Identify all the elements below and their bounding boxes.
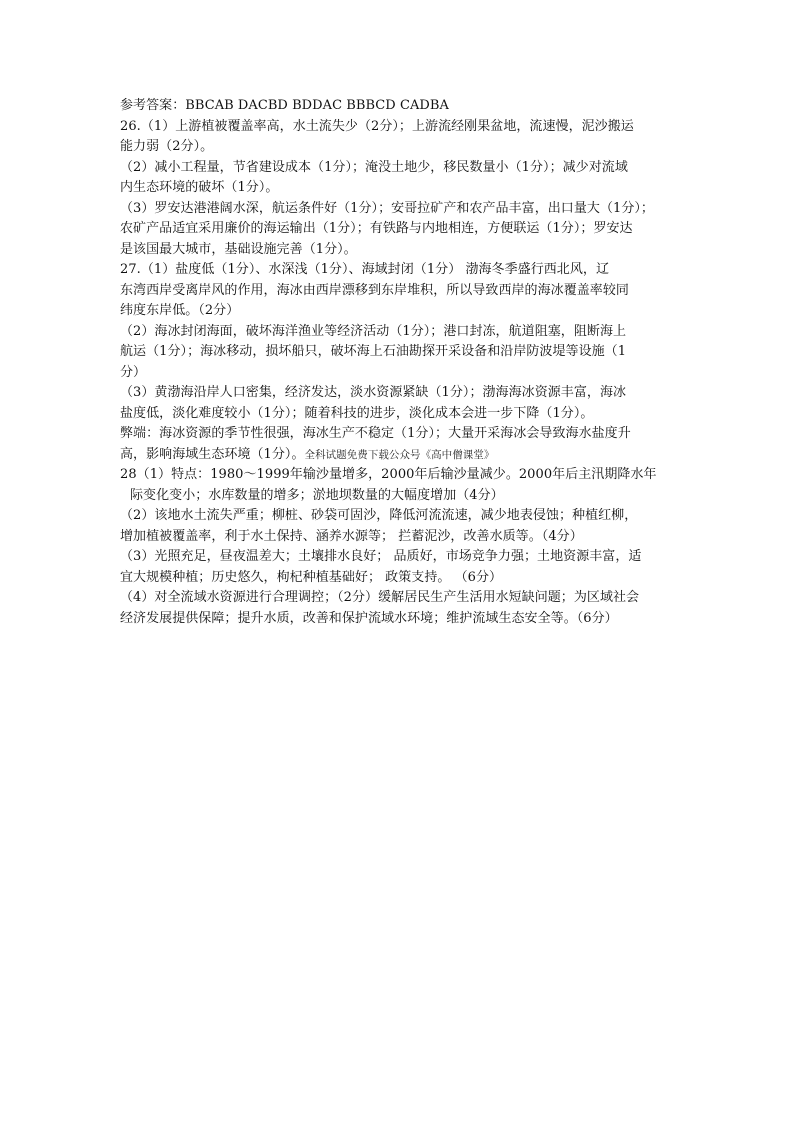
q28-part3-line: 宜大规模种植；历史悠久，枸杞种植基础好； 政策支持。 （6分） (120, 569, 503, 585)
q28-part4-line: （4）对全流域水资源进行合理调控；（2分）缓解居民生产生活用水短缺问题；为区域社会 (120, 590, 640, 605)
q26-part3-line: 是该国最大城市，基础设施完善（1分）。 (120, 241, 357, 257)
q26-part3-line: 农矿产品适宜采用廉价的海运输出（1分）；有铁路与内地相连，方便联运（1分）；罗安达 (120, 221, 633, 236)
q27-part3-line: 盐度低，淡化难度较小（1分）；随着科技的进步，淡化成本会进一步下降（1分）。 (120, 405, 594, 421)
q28-part2-line: 增加植被覆盖率，利于水土保持、涵养水源等； 拦蓄泥沙，改善水质等。（4分） (120, 528, 583, 544)
q27-part2-line: 分） (120, 364, 147, 380)
q26-part1-line: 26.（1）上游植被覆盖率高，水土流失少（2分）；上游流经刚果盆地，流速慢，泥沙搬运 (120, 118, 634, 134)
download-note: 全科试题免费下载公众号《高中僧课堂》 (304, 448, 495, 461)
q27-part1-line: 27.（1）盐度低（1分）、水深浅（1分）、海域封闭（1分） 渤海冬季盛行西北风，辽 (120, 262, 609, 277)
q28-part2-line: （2）该地水土流失严重；柳桩、砂袋可固沙，降低河流流速，减少地表侵蚀；种植红柳， (120, 508, 638, 523)
q26-part2-line: 内生态环境的破坏（1分）。 (120, 180, 279, 195)
q28-part1-line: 际变化变小；水库数量的增多；淤地坝数量的大幅度增加（4分） (130, 487, 504, 503)
q27-part2-line: 航运（1分）；海冰移动，损坏船只，破坏海上石油勘探开采设备和沿岸防波堤等设施（1 (120, 344, 627, 359)
q26-part3-line: （3）罗安达港港阔水深，航运条件好（1分）；安哥拉矿产和农产品丰富，出口量大（1分）； (120, 200, 654, 216)
q27-part1-line: 纬度东岸低。（2分） (120, 303, 240, 318)
q27-part2-line: （2）海冰封闭海面，破坏海洋渔业等经济活动（1分）；港口封冻，航道阻塞，阻断海上 (120, 323, 627, 339)
answer-key-text (120, 96, 680, 629)
q28-part1-line: 28（1）特点：1980～1999年输沙量增多，2000年后输沙量减少。2000年后主汛期降水年 (120, 467, 657, 482)
q28-part3-line: （3）光照充足，昼夜温差大；土壤排水良好； 品质好，市场竞争力强；土地资源丰富，适 (120, 549, 642, 564)
q27-drawbacks-line (120, 445, 680, 466)
q27-part1-line: 东湾西岸受离岸风的作用，海冰由西岸漂移到东岸堆积，所以导致西岸的海冰覆盖率较同 (120, 282, 629, 298)
q26-part2-line: （2）减小工程量，节省建设成本（1分）；淹没土地少，移民数量小（1分）；减少对流域 (120, 159, 628, 175)
q28-part4-line: 经济发展提供保障；提升水质，改善和保护流域水环境；维护流域生态安全等。（6分） (120, 610, 618, 626)
q27-drawbacks-text: 高，影响海域生态环境（1分）。 (120, 446, 305, 462)
answer-key-line: 参考答案：BBCAB DACBD BDDAC BBBCD CADBA (120, 98, 449, 113)
q27-drawbacks-line: 弊端：海冰资源的季节性很强，海冰生产不稳定（1分）；大量开采海冰会导致海水盐度升 (120, 426, 631, 441)
q26-part1-line: 能力弱（2分）。 (120, 139, 214, 154)
q27-part3-line: （3）黄渤海沿岸人口密集，经济发达，淡水资源紧缺（1分）；渤海海冰资源丰富，海冰 (120, 385, 627, 400)
